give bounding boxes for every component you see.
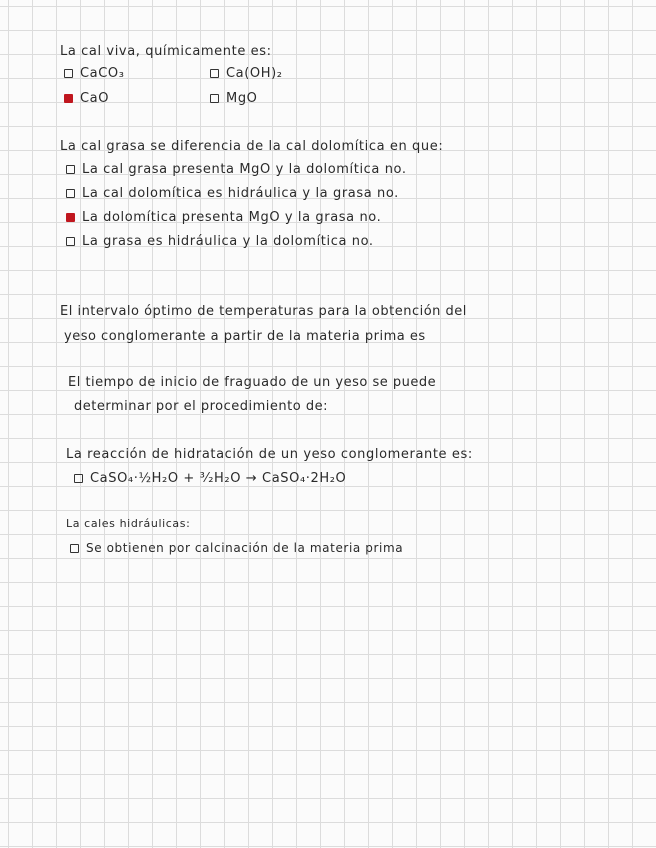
q2-option-c-label: La dolomítica presenta MgO y la grasa no. [82, 210, 382, 225]
checkbox-icon[interactable] [74, 474, 83, 483]
checkbox-icon[interactable] [210, 69, 219, 78]
q1-option-a-label: CaCO₃ [80, 66, 125, 81]
q1-option-b[interactable] [210, 66, 283, 81]
question-3-line-1: El intervalo óptimo de temperaturas para la obtención del [60, 304, 467, 319]
q1-option-b-label: Ca(OH)₂ [226, 66, 283, 81]
q2-option-d[interactable] [66, 234, 374, 249]
q5-option-a-label: CaSO₄·½H₂O + ³⁄₂H₂O → CaSO₄·2H₂O [90, 471, 347, 486]
q2-option-b-label: La cal dolomítica es hidráulica y la grasa no. [82, 186, 399, 201]
checkbox-icon[interactable] [64, 69, 73, 78]
question-1-text: La cal viva, químicamente es: [60, 44, 272, 59]
checkbox-checked-icon[interactable] [64, 94, 73, 103]
q1-option-d[interactable] [210, 91, 258, 106]
question-3-line-2: yeso conglomerante a partir de la materia prima es [64, 329, 426, 344]
q5-option-a[interactable] [74, 471, 346, 486]
checkbox-checked-icon[interactable] [66, 213, 75, 222]
question-4-line-2: determinar por el procedimiento de: [74, 399, 328, 414]
checkbox-icon[interactable] [66, 237, 75, 246]
checkbox-icon[interactable] [66, 165, 75, 174]
q2-option-a[interactable] [66, 162, 407, 177]
question-5-text: La reacción de hidratación de un yeso conglomerante es: [66, 447, 473, 462]
q1-option-c[interactable] [64, 91, 109, 106]
q2-option-c[interactable] [66, 210, 381, 225]
question-2-text: La cal grasa se diferencia de la cal dolomítica en que: [60, 139, 444, 154]
q1-option-c-label: CaO [80, 91, 110, 106]
q6-option-a-label: Se obtienen por calcinación de la materia prima [86, 541, 404, 555]
checkbox-icon[interactable] [70, 544, 79, 553]
question-6-text: La cales hidráulicas: [66, 517, 191, 530]
q6-option-a[interactable] [70, 541, 403, 555]
question-4-line-1: El tiempo de inicio de fraguado de un yeso se puede [68, 375, 437, 390]
q2-option-a-label: La cal grasa presenta MgO y la dolomítica no. [82, 162, 407, 177]
q1-option-d-label: MgO [226, 91, 258, 106]
checkbox-icon[interactable] [66, 189, 75, 198]
q2-option-d-label: La grasa es hidráulica y la dolomítica no. [82, 234, 374, 249]
checkbox-icon[interactable] [210, 94, 219, 103]
q2-option-b[interactable] [66, 186, 399, 201]
q1-option-a[interactable] [64, 66, 125, 81]
